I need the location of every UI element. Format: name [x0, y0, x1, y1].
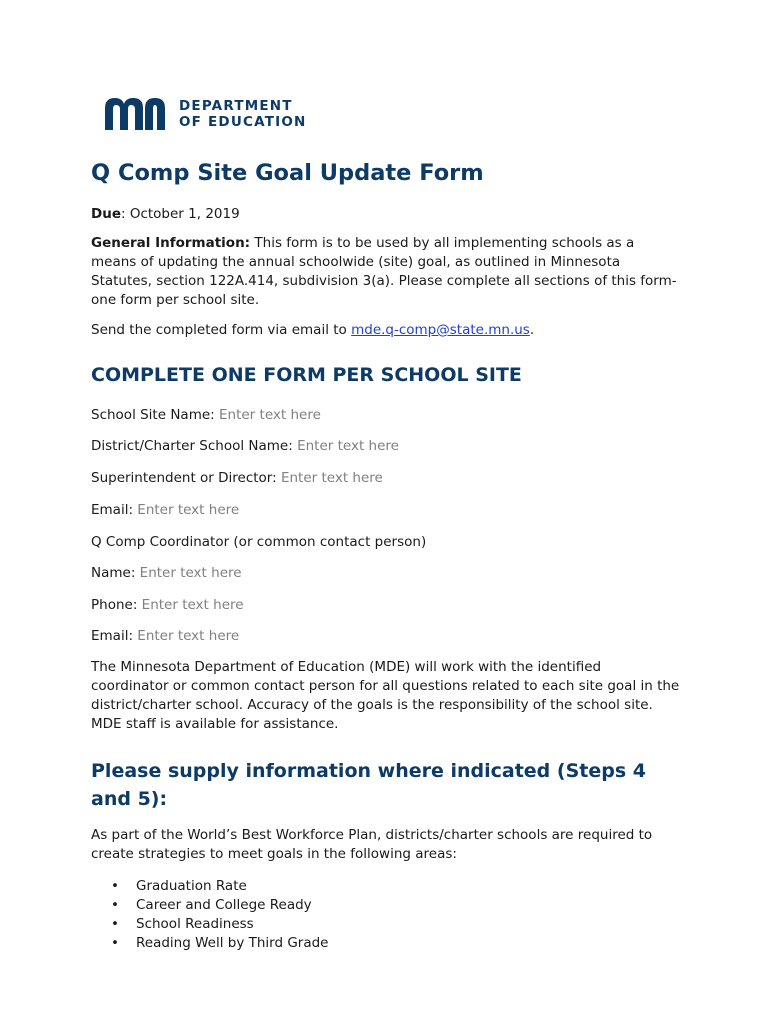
- section-heading-complete-form: COMPLETE ONE FORM PER SCHOOL SITE: [91, 364, 522, 386]
- general-information-paragraph: [91, 234, 681, 310]
- field-label: Phone:: [91, 597, 142, 613]
- district-name-field: [91, 437, 681, 456]
- list-item: [111, 915, 328, 934]
- field-label: Email:: [91, 628, 138, 644]
- school-site-name-input[interactable]: Enter text here: [219, 407, 321, 423]
- field-label: Superintendent or Director:: [91, 470, 281, 486]
- logo-line-2: OF EDUCATION: [179, 114, 307, 130]
- general-info-label: General Information:: [91, 235, 251, 251]
- bullet-icon: •: [111, 935, 119, 951]
- mn-logo-icon: [105, 98, 173, 130]
- wbwf-paragraph: As part of the World’s Best Workforce Plan, districts/charter schools are required to create strategies to meet goals in the following areas:: [91, 827, 653, 862]
- superintendent-field: [91, 469, 681, 488]
- list-item: [111, 934, 328, 953]
- goal-area-label: Career and College Ready: [136, 897, 312, 913]
- goal-areas-list: [111, 877, 328, 953]
- goal-area-label: Graduation Rate: [136, 878, 247, 894]
- coordinator-heading: Q Comp Coordinator (or common contact person): [91, 534, 427, 550]
- send-period: .: [529, 322, 535, 338]
- coordinator-phone-input[interactable]: Enter text here: [141, 597, 244, 613]
- mde-assistance-paragraph: The Minnesota Department of Education (MDE) will work with the identified coordinator or common contact person for all questions related to each site goal in the district/charter school. Accuracy of the goals is the responsibility of the school site. MDE staff is available for assistance.: [91, 659, 680, 732]
- send-text: Send the completed form via email to: [91, 322, 352, 338]
- list-item: [111, 896, 328, 915]
- due-label: Due: [91, 206, 121, 222]
- coordinator-email-input[interactable]: Enter text here: [137, 628, 240, 644]
- school-site-name-field: [91, 406, 681, 425]
- coordinator-email-field: [91, 627, 681, 646]
- field-label: School Site Name:: [91, 407, 219, 423]
- logo-line-1: DEPARTMENT: [179, 98, 293, 114]
- email-link[interactable]: mde.q-comp@state.mn.us: [351, 322, 530, 338]
- district-name-input[interactable]: Enter text here: [297, 438, 399, 454]
- logo-wordmark: [179, 98, 307, 130]
- goal-area-label: School Readiness: [136, 916, 254, 932]
- field-label: District/Charter School Name:: [91, 438, 298, 454]
- bullet-icon: •: [111, 878, 119, 894]
- send-email-line: [91, 321, 681, 340]
- coordinator-phone-field: [91, 596, 681, 615]
- general-info-text: This form is to be used by all implementing schools as a means of updating the annual schoolwide (site) goal, as outlined in Minnesota Statutes, section 122A.414, subdivision 3(a). Please complete all sections of this form- one form per school site.: [91, 235, 677, 308]
- mn-department-of-education-logo: [105, 96, 335, 132]
- page-title: Q Comp Site Goal Update Form: [91, 160, 484, 186]
- coordinator-name-field: [91, 564, 681, 583]
- section-heading-supply-information: Please supply information where indicated (Steps 4 and 5):: [91, 760, 646, 810]
- due-value: : October 1, 2019: [120, 206, 240, 222]
- bullet-icon: •: [111, 916, 119, 932]
- bullet-icon: •: [111, 897, 119, 913]
- goal-area-label: Reading Well by Third Grade: [136, 935, 329, 951]
- field-label: Email:: [91, 502, 138, 518]
- list-item: [111, 877, 328, 896]
- due-date-line: [91, 205, 681, 224]
- superintendent-input[interactable]: Enter text here: [280, 470, 383, 486]
- email-input-primary[interactable]: Enter text here: [137, 502, 240, 518]
- email-field-primary: [91, 501, 681, 520]
- field-label: Name:: [91, 565, 140, 581]
- coordinator-name-input[interactable]: Enter text here: [139, 565, 242, 581]
